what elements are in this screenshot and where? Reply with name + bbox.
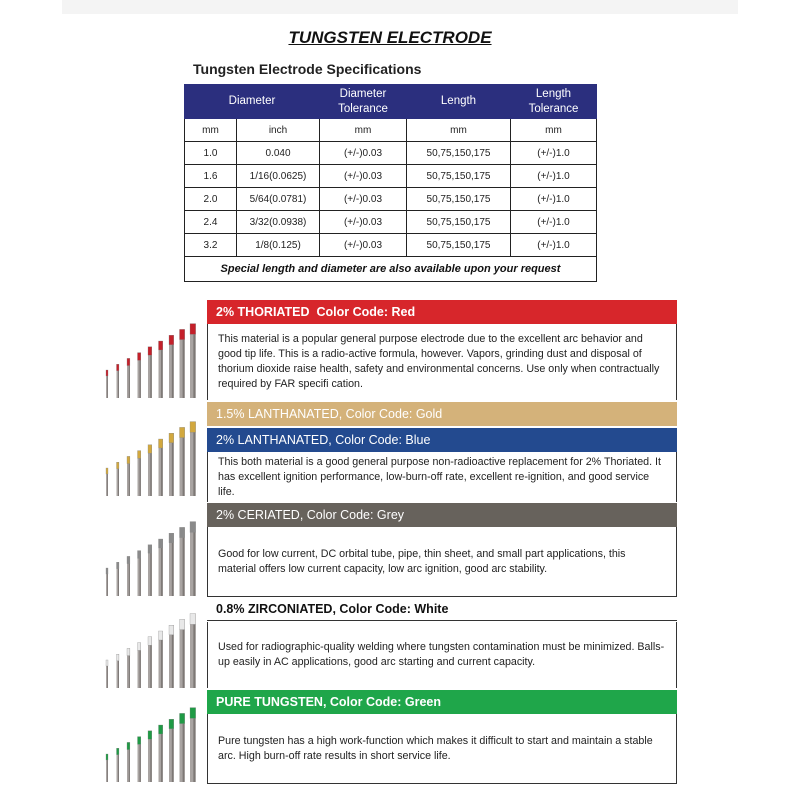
green-electrodes-image	[100, 700, 200, 784]
table-cell: 2.4	[185, 211, 237, 234]
thoriated-code: Color Code: Red	[316, 305, 416, 319]
gold-electrodes-image	[100, 414, 200, 498]
electrode-rod	[106, 468, 108, 496]
table-cell: (+/-)1.0	[511, 188, 597, 211]
table-cell: 1.6	[185, 165, 237, 188]
electrode-rod	[180, 527, 185, 596]
electrode-rod	[117, 462, 119, 496]
electrode-rod	[117, 654, 119, 688]
table-cell: 3/32(0.0938)	[237, 211, 320, 234]
white-electrodes-image	[100, 608, 200, 690]
unit-cell: mm	[511, 119, 597, 142]
electrode-rod	[148, 347, 152, 398]
electrode-rod	[138, 643, 141, 688]
table-cell: (+/-)1.0	[511, 165, 597, 188]
unit-cell: inch	[237, 119, 320, 142]
table-row	[185, 142, 597, 165]
electrode-rod	[138, 737, 141, 782]
electrode-rod	[117, 562, 119, 596]
electrode-rod	[159, 439, 163, 496]
electrode-rod	[127, 648, 130, 688]
electrode-rod	[138, 353, 141, 398]
table-cell: 1/8(0.125)	[237, 234, 320, 257]
units-row	[185, 119, 597, 142]
electrode-rod	[127, 456, 130, 496]
table-cell: 50,75,150,175	[407, 234, 511, 257]
electrode-rod	[117, 364, 119, 398]
table-cell: (+/-)0.03	[320, 165, 407, 188]
spec-table	[184, 84, 597, 282]
header-length: Length	[407, 85, 511, 119]
spec-header-row	[185, 85, 597, 119]
table-cell: (+/-)1.0	[511, 142, 597, 165]
electrode-rod	[138, 551, 141, 596]
electrode-rod	[106, 370, 108, 398]
electrode-rod	[148, 637, 152, 688]
electrode-rod	[148, 545, 152, 596]
lanthanated-gold-header: 1.5% LANTHANATED, Color Code: Gold	[207, 402, 677, 426]
zirconiated-description: Used for radiographic-quality welding where tungsten contamination must be minimized. Balls-up easily in AC applications, good arc starting and current capacity.	[207, 622, 677, 688]
electrode-rod	[127, 742, 130, 782]
table-cell: 1.0	[185, 142, 237, 165]
unit-cell: mm	[185, 119, 237, 142]
table-cell: 2.0	[185, 188, 237, 211]
unit-cell: mm	[320, 119, 407, 142]
table-cell: (+/-)1.0	[511, 211, 597, 234]
electrode-rod	[106, 568, 108, 596]
table-cell: 50,75,150,175	[407, 142, 511, 165]
lanthanated-blue-header: 2% LANTHANATED, Color Code: Blue	[207, 428, 677, 452]
electrode-rod	[127, 358, 130, 398]
top-bar	[62, 0, 738, 14]
electrode-rod	[159, 539, 163, 596]
grey-electrodes-image	[100, 514, 200, 598]
electrode-rod	[138, 451, 141, 496]
ceriated-description: Good for low current, DC orbital tube, pipe, thin sheet, and small part applications, this material offers low current capacity, low arc ignition, good arc stability.	[207, 527, 677, 597]
electrode-rod	[148, 445, 152, 496]
table-row	[185, 211, 597, 234]
table-cell: (+/-)0.03	[320, 142, 407, 165]
electrode-rod	[159, 725, 163, 782]
table-cell: (+/-)1.0	[511, 234, 597, 257]
thoriated-name: 2% THORIATED	[216, 305, 310, 319]
thoriated-description: This material is a popular general purpose electrode due to the excellent arc behavior and good tip life. This is a radio-active formula, however. Vapors, grinding dust and disposal of thorium dioxide raise health, safety and environmental concerns. Use only when contractually required by FAR specifi cation.	[207, 324, 677, 400]
electrode-rod	[190, 324, 196, 398]
electrode-rod	[190, 522, 196, 596]
table-cell: (+/-)0.03	[320, 234, 407, 257]
electrode-rod	[159, 631, 163, 688]
table-cell: 50,75,150,175	[407, 165, 511, 188]
electrode-rod	[169, 433, 174, 496]
electrode-rod	[169, 335, 174, 398]
electrode-rod	[180, 329, 185, 398]
table-row	[185, 188, 597, 211]
ceriated-header: 2% CERIATED, Color Code: Grey	[207, 503, 677, 527]
header-diameter-tolerance: Diameter Tolerance	[320, 85, 407, 119]
table-cell: 50,75,150,175	[407, 188, 511, 211]
table-cell: 0.040	[237, 142, 320, 165]
electrode-rod	[106, 754, 108, 782]
electrode-rod	[180, 619, 185, 688]
table-cell: 5/64(0.0781)	[237, 188, 320, 211]
electrode-rod	[180, 427, 185, 496]
spec-heading: Tungsten Electrode Specifications	[193, 61, 422, 77]
table-cell: (+/-)0.03	[320, 211, 407, 234]
table-cell: 3.2	[185, 234, 237, 257]
electrode-rod	[106, 660, 108, 688]
header-length-tolerance: Length Tolerance	[511, 85, 597, 119]
electrode-rod	[117, 748, 119, 782]
note-row	[185, 257, 597, 282]
table-cell: 50,75,150,175	[407, 211, 511, 234]
spec-note: Special length and diameter are also available upon your request	[185, 257, 597, 282]
lanthanated-description: This both material is a good general purpose non-radioactive replacement for 2% Thoriated. It has excellent ignition performance, low-burn-off rate, excellent re-ignition, and good service life.	[207, 452, 677, 502]
header-diameter: Diameter	[185, 85, 320, 119]
unit-cell: mm	[407, 119, 511, 142]
electrode-rod	[190, 422, 196, 496]
electrode-rod	[127, 556, 130, 596]
red-electrodes-image	[100, 318, 200, 400]
electrode-rod	[190, 708, 196, 782]
electrode-rod	[159, 341, 163, 398]
pure-description: Pure tungsten has a high work-function which makes it difficult to start and maintain a stable arc. High burn-off rate results in short service life.	[207, 714, 677, 784]
electrode-rod	[169, 533, 174, 596]
electrode-rod	[190, 614, 196, 688]
electrode-rod	[180, 713, 185, 782]
pure-header: PURE TUNGSTEN, Color Code: Green	[207, 690, 677, 714]
zirconiated-header: 0.8% ZIRCONIATED, Color Code: White	[207, 597, 677, 621]
electrode-rod	[169, 719, 174, 782]
thoriated-header	[207, 300, 677, 324]
table-cell: 1/16(0.0625)	[237, 165, 320, 188]
page-title: TUNGSTEN ELECTRODE	[288, 28, 492, 47]
table-row	[185, 165, 597, 188]
electrode-rod	[148, 731, 152, 782]
table-cell: (+/-)0.03	[320, 188, 407, 211]
table-row	[185, 234, 597, 257]
electrode-rod	[169, 625, 174, 688]
